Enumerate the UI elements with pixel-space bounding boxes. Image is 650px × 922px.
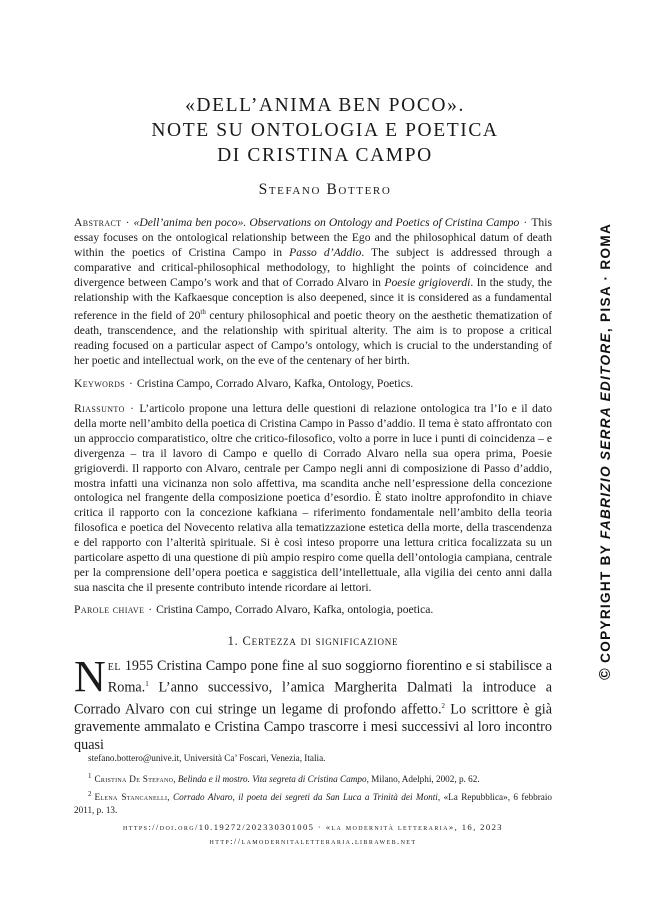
keywords-paragraph	[74, 377, 552, 392]
copyright-suffix: , PISA · ROMA	[598, 222, 613, 333]
first-word: el	[107, 658, 121, 674]
parole-chiave-text: Cristina Campo, Corrado Alvaro, Kafka, ontologia, poetica.	[156, 603, 434, 616]
abstract-text-1: This essay focuses on the ontological relationship between the Ego and the philosophical datum of death within the poetics of Cristina Campo in	[74, 216, 552, 259]
keywords-text: Cristina Campo, Corrado Alvaro, Kafka, Ontology, Poetics.	[136, 377, 414, 390]
article-title	[70, 93, 580, 168]
footnote-ref-2[interactable]: 2	[441, 701, 446, 710]
drop-cap: N	[74, 652, 106, 701]
author-name: Stefano Bottero	[258, 181, 392, 198]
footnote-rest: , Milano, Adelphi, 2002, p. 62.	[366, 774, 480, 785]
footnote-rest: , «La Repubblica», 6 febbraio 2011, p. 13.	[74, 792, 553, 815]
riassunto-text: L’articolo propone una lettura delle questioni di relazione ontologica tra l’Io e il dato della morte nell’ambito della poetica di Cristina Campo in Passo d’addio. Il tema è stato affrontato con un approccio comparatistico, oltre che critico-filosofico, volto a porre in luce i punti di coincidenza – e divergenza – tra il lavoro di Campo e quello di Corrado Alvaro nella sua opera prima, Poesie grigioverdi. Il rapporto con Alvaro, centrale per Campo negli anni di composizione di Passo d’addio, mostra infatti una vicinanza non solo affettiva, ma scandita anche nell’espressione della concezione ontologica nel frangente della composizione poetica d’esordio. È stato inoltre approfondito in chiave critica il rapporto con la concezione kafkiana – riferimento fondamentale nell’ambito della teoria filosofica e poetica del Novecento relativa alla tematizzazione estetica della morte, della trascendenza e del rapporto con l’alterità spirituale. Si è così inteso proporre una lettura critica focalizzata su un particolare aspetto di una questione di più ampio respiro come quella dell’ontologia campiana, centrale per la comprensione dell’opera poetica e saggistica dell’intellettuale, alla vigilia dei cento anni dalla sua nascita che il presente contributo intende ricordare ai lettori.	[74, 402, 552, 594]
body-text-2: L’anno successivo, l’amica Margherita Dalmati la introduce a Corrado Alvaro con cui stringe un legame di profondo affetto.	[74, 679, 552, 718]
abstract-text-3: . In the study, the relationship with the Kafkaesque conception is also deepened, since it is considered as a fundamental reference in the field of 20	[74, 275, 552, 323]
copyright-notice	[597, 223, 615, 680]
separator-dot: ·	[126, 377, 136, 390]
riassunto-paragraph	[74, 402, 552, 596]
abstract-paragraph	[74, 216, 552, 369]
body-text-1: 1955 Cristina Campo pone fine al suo soggiorno fiorentino e si stabilisce a Roma.	[107, 658, 552, 696]
footnote-2: $^2$ Elena Stancanelli, Corrado Alvaro, il poeta dei segreti da San Luca a Trinità dei Monti, «La Repubblica», 6 febbraio 2011, p. 13.	[74, 790, 553, 815]
footnote-author: Elena Stancanelli	[94, 792, 168, 803]
footnote-title: Corrado Alvaro, il poeta dei segreti da San Luca a Trinità dei Monti	[172, 792, 438, 803]
parole-chiave-label: Parole chiave	[74, 603, 145, 616]
footnote-1: $^1$ Cristina De Stefano, Belinda e il mostro. Vita segreta di Cristina Campo, Milano, Adelphi, 2002, p. 62.	[88, 772, 480, 785]
body-text-3: Lo scrittore è già gravemente ammalato e Cristina Campo trascorre i mesi successivi al loro incontro quasi	[74, 701, 553, 754]
abstract-text-2: . The subject is addressed through a comparative and critical-philosophical methodology, to highlight the points of coincidence and divergence between Campo’s work and that of Corrado Alvaro in	[74, 245, 552, 289]
abstract-text-4: century philosophical and poetic theory on the aesthetic thematization of death, transcendence, and the relationship with spiritual alterity. The aim is to propose a critical reading focused on a particular aspect of Campo’s ontology, which is crucial to the understanding of her poetic and intellectual work, on the eve of the centenary of her birth.	[74, 309, 552, 368]
section-heading: 1. Certezza di significazione	[227, 634, 399, 648]
footnote-number: 1	[88, 772, 92, 781]
author-contact: stefano.bottero@unive.it, Università Ca’ Foscari, Venezia, Italia.	[88, 753, 326, 763]
separator-dot: ·	[145, 603, 156, 616]
riassunto-label: Riassunto	[74, 402, 125, 415]
abstract-title: «Dell’anima ben poco». Observations on Ontology and Poetics of Cristina Campo	[133, 216, 520, 229]
abstract-work: Passo d’Addio	[289, 245, 362, 259]
abstract-sup: th	[200, 308, 206, 317]
footnote-ref-1[interactable]: 1	[145, 680, 149, 688]
separator-dot: ·	[520, 216, 531, 229]
footnote-number: 2	[88, 790, 92, 799]
keywords-label: Keywords	[74, 377, 126, 390]
copyright-icon: ©	[597, 666, 614, 680]
separator-dot: ·	[122, 216, 133, 229]
doi-line[interactable]: https://doi.org/10.19272/202330301005 · «la modernità letteraria», 16, 2023	[123, 822, 503, 832]
separator-dot: ·	[125, 402, 139, 415]
abstract-work-2: Poesie grigioverdi	[384, 275, 471, 289]
abstract-label: Abstract	[74, 216, 122, 229]
title-line-2: NOTE SU ONTOLOGIA E POETICA	[151, 120, 499, 141]
footnote-title: Belinda e il mostro. Vita segreta di Cristina Campo	[177, 774, 367, 785]
title-line-1: «DELL’ANIMA BEN POCO».	[185, 95, 465, 116]
parole-chiave-paragraph	[74, 603, 552, 618]
footnote-author: Cristina De Stefano	[94, 774, 174, 785]
body-paragraph	[74, 652, 553, 754]
copyright-prefix: COPYRIGHT BY	[598, 539, 613, 663]
copyright-publisher: FABRIZIO SERRA EDITORE	[598, 332, 613, 539]
footnotes	[74, 752, 552, 819]
journal-url[interactable]: http://lamodernitaletteraria.libraweb.net	[209, 836, 417, 846]
title-line-3: DI CRISTINA CAMPO	[217, 145, 433, 166]
